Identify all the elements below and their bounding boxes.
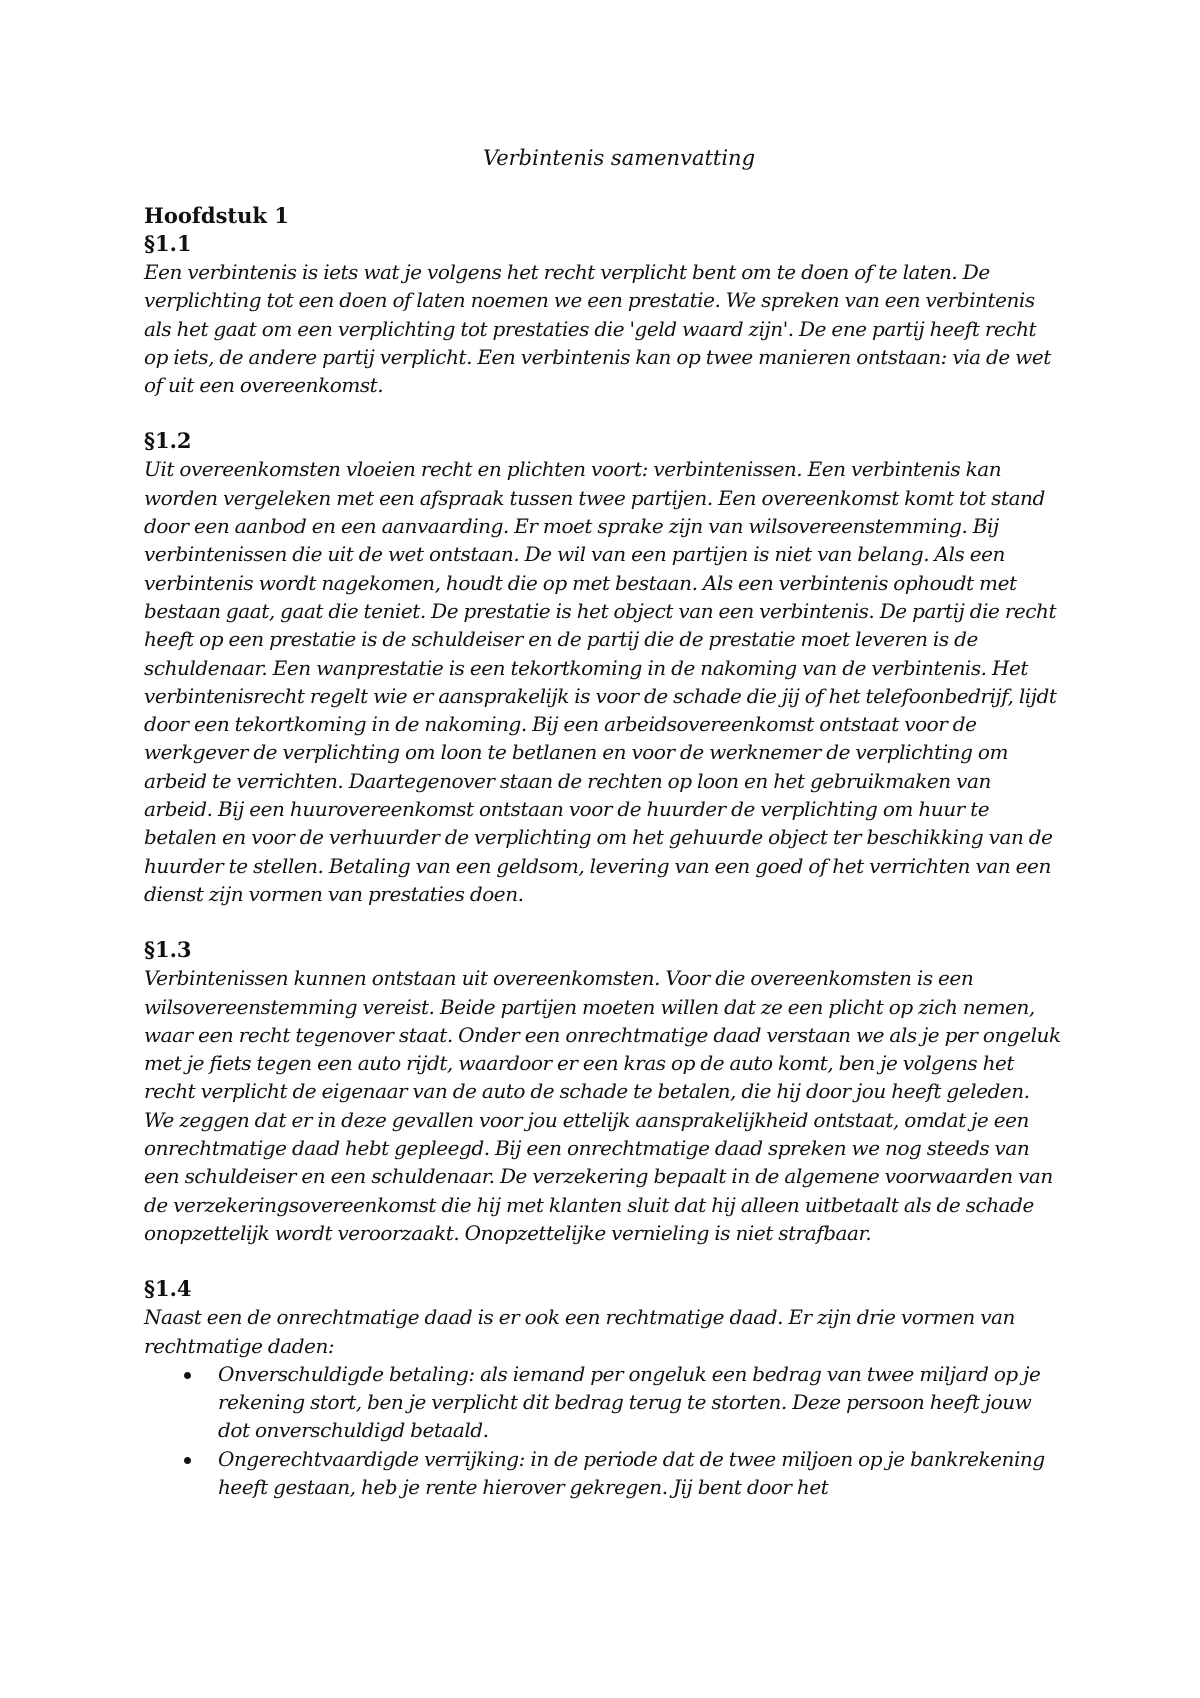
section-heading: §1.1 bbox=[144, 231, 192, 256]
section-1-4 bbox=[144, 1275, 1064, 1501]
section-heading: §1.4 bbox=[144, 1276, 192, 1302]
section-paragraph: Een verbintenis is iets wat je volgens het recht verplicht bent om te doen of te laten. De verplichting tot een doen of laten noemen we een prestatie. We spreken van een verbintenis als het gaat om een verplichting tot prestaties die 'geld waard zijn'. De ene partij heeft recht op iets, de andere partij verplicht. Een verbintenis kan op twee manieren ontstaan: via de wet of uit een overeenkomst. bbox=[144, 260, 1051, 398]
section-heading: §1.2 bbox=[144, 428, 192, 454]
list-item bbox=[144, 1445, 1064, 1502]
chapter-heading: Hoofdstuk 1 bbox=[144, 203, 289, 228]
section-paragraph: Uit overeenkomsten vloeien recht en plichten voort: verbintenissen. Een verbintenis kan worden vergeleken met een afspraak tussen twee partijen. Een overeenkomst komt tot stand door een aanbod en een aanvaarding. Er moet sprake zijn van wilsovereenstemming. Bij verbintenissen die uit de wet ontstaan. De wil van een partijen is niet van belang. Als een verbintenis wordt nagekomen, houdt die op met bestaan. Als een verbintenis ophoudt met bestaan gaat, gaat die teniet. De prestatie is het object van een verbintenis. De partij die recht heeft op een prestatie is de schuldeiser en de partij die de prestatie moet leveren is de schuldenaar. Een wanprestatie is een tekortkoming in de nakoming van de verbintenis. Het verbintenisrecht regelt wie er aansprakelijk is voor de schade die jij of het telefoonbedrijf, lijdt door een tekortkoming in de nakoming. Bij een arbeidsovereenkomst ontstaat voor de werkgever de verplichting om loon te betlanen en voor de werknemer de verplichting om arbeid te verrichten. Daartegenover staan de rechten op loon en het gebruikmaken van arbeid. Bij een huurovereenkomst ontstaan voor de huurder de verplichting om huur te betalen en voor de verhuurder de verplichting om het gehuurde object ter beschikking van de huurder te stellen. Betaling van een geldsom, levering van een goed of het verrichten van een dienst zijn vormen van prestaties doen. bbox=[144, 457, 1057, 906]
bullet-icon bbox=[184, 1457, 191, 1464]
list-item bbox=[144, 1360, 1064, 1445]
bullet-list bbox=[144, 1360, 1064, 1501]
section-paragraph: Verbintenissen kunnen ontstaan uit overeenkomsten. Voor die overeenkomsten is een wilsovereenstemming vereist. Beide partijen moeten willen dat ze een plicht op zich nemen, waar een recht tegenover staat. Onder een onrechtmatige daad verstaan we als je per ongeluk met je fiets tegen een auto rijdt, waardoor er een kras op de auto komt, ben je volgens het recht verplicht de eigenaar van de auto de schade te betalen, die hij door jou heeft geleden. We zeggen dat er in deze gevallen voor jou ettelijk aansprakelijkheid ontstaat, omdat je een onrechtmatige daad hebt gepleegd. Bij een onrechtmatige daad spreken we nog steeds van een schuldeiser en een schuldenaar. De verzekering bepaalt in de algemene voorwaarden van de verzekeringsovereenkomst die hij met klanten sluit dat hij alleen uitbetaalt als de schade onopzettelijk wordt veroorzaakt. Onopzettelijke vernieling is niet strafbaar. bbox=[144, 966, 1061, 1245]
section-1-2 bbox=[144, 427, 1064, 908]
document-body bbox=[144, 144, 1064, 1529]
section-heading: §1.3 bbox=[144, 937, 192, 963]
list-item-text: Ongerechtvaardigde verrijking: in de periode dat de twee miljoen op je bankrekening heeft gestaan, heb je rente hierover gekregen. Jij bent door het bbox=[218, 1446, 1045, 1499]
section-1-3 bbox=[144, 936, 1064, 1247]
list-item-text: Onverschuldigde betaling: als iemand per ongeluk een bedrag van twee miljard op je rekening stort, ben je verplicht dit bedrag terug te storten. Deze persoon heeft jouw dot onverschuldigd betaald. bbox=[218, 1361, 1041, 1443]
section-paragraph: Naast een de onrechtmatige daad is er ook een rechtmatige daad. Er zijn drie vormen van rechtmatige daden: bbox=[144, 1305, 1015, 1358]
document-title: Verbintenis samenvatting bbox=[482, 146, 756, 170]
bullet-icon bbox=[184, 1372, 191, 1379]
section-1-1 bbox=[144, 230, 1064, 399]
